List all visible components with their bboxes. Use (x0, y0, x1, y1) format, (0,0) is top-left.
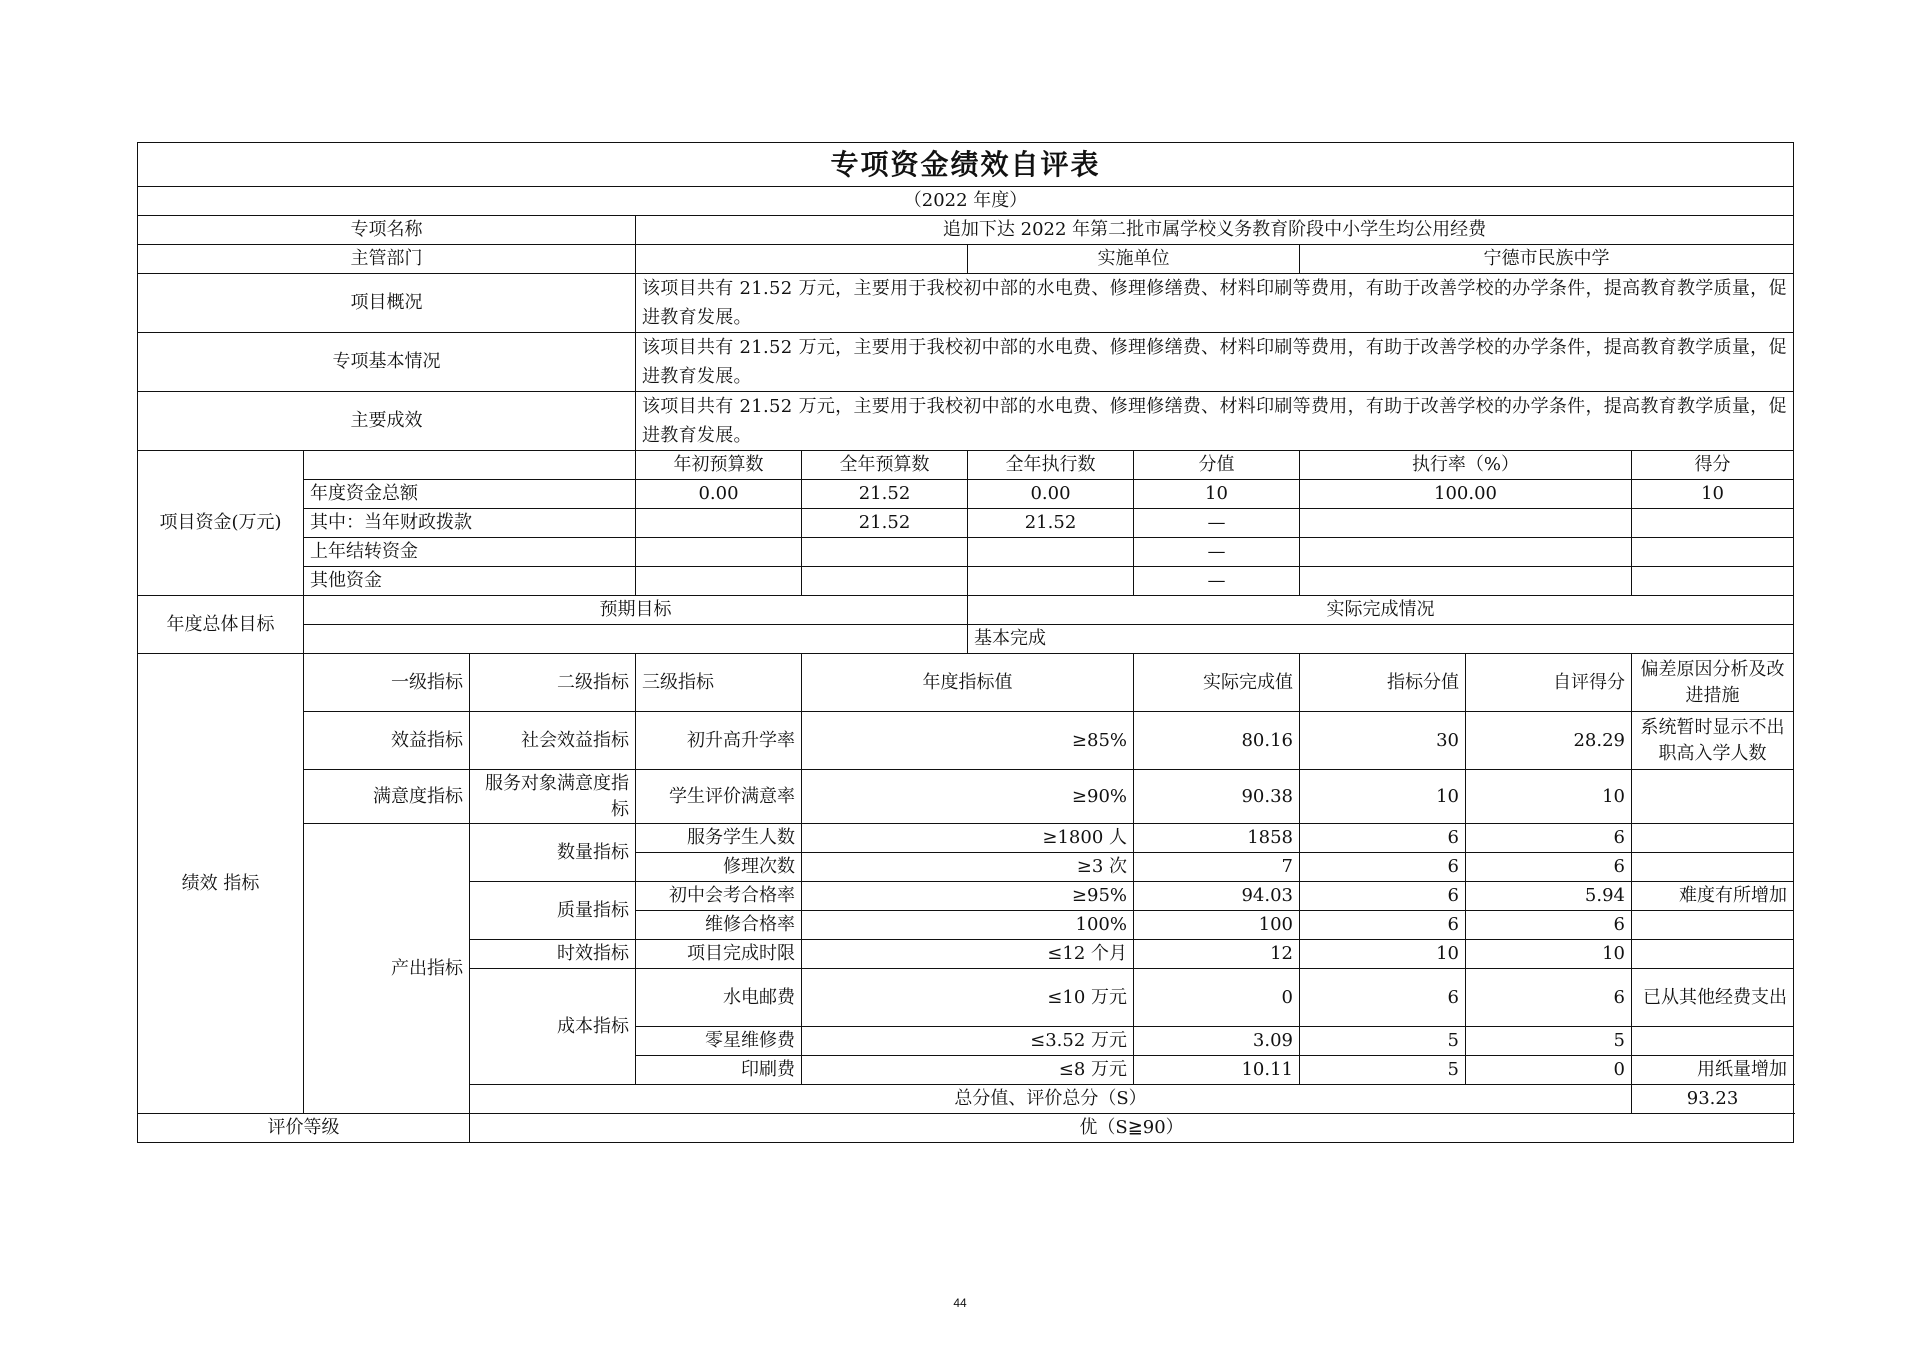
funds-header: 得分 (1632, 451, 1794, 480)
table-row (138, 509, 1794, 538)
funds-cell (1632, 538, 1794, 567)
level3-indicator: 初中会考合格率 (636, 882, 802, 911)
funds-cell: 0.00 (968, 480, 1134, 509)
target-value: ≥90% (802, 770, 1134, 824)
indicator-score: 6 (1300, 824, 1466, 853)
table-row (138, 567, 1794, 596)
self-score: 6 (1466, 824, 1632, 853)
funds-cell: 21.52 (802, 480, 968, 509)
funds-cell (1632, 567, 1794, 596)
funds-cell: 10 (1134, 480, 1300, 509)
overview-label: 项目概况 (138, 274, 636, 333)
target-value: ≥1800 人 (802, 824, 1134, 853)
funds-row-name: 年度资金总额 (304, 480, 636, 509)
level3-indicator: 初升高升学率 (636, 712, 802, 770)
self-score: 6 (1466, 911, 1632, 940)
level2-indicator: 质量指标 (470, 882, 636, 940)
table-row (138, 824, 1794, 853)
funds-cell (802, 567, 968, 596)
target-value: ≥95% (802, 882, 1134, 911)
page-number: 44 (953, 1296, 967, 1310)
level3-indicator: 维修合格率 (636, 911, 802, 940)
target-value: 100% (802, 911, 1134, 940)
funds-cell: 100.00 (1300, 480, 1632, 509)
level2-indicator: 成本指标 (470, 969, 636, 1085)
funds-cell (1300, 567, 1632, 596)
indicator-score: 6 (1300, 969, 1466, 1027)
deviation-reason (1632, 824, 1794, 853)
basic-info-text: 该项目共有 21.52 万元，主要用于我校初中部的水电费、修理修缮费、材料印刷等费用，有助于改善学校的办学条件，提高教育教学质量，促进教育发展。 (636, 333, 1794, 392)
target-value: ≥85% (802, 712, 1134, 770)
indicator-score: 10 (1300, 770, 1466, 824)
funds-cell (636, 538, 802, 567)
funds-cell (968, 538, 1134, 567)
deviation-reason (1632, 853, 1794, 882)
performance-table (137, 142, 1794, 1143)
indicator-score: 5 (1300, 1027, 1466, 1056)
indicator-score: 10 (1300, 940, 1466, 969)
funds-header: 年初预算数 (636, 451, 802, 480)
level2-indicator: 社会效益指标 (470, 712, 636, 770)
indicator-header: 一级指标 (304, 654, 470, 712)
grade-label: 评价等级 (138, 1114, 470, 1143)
indicator-score: 6 (1300, 882, 1466, 911)
actual-completion-value: 基本完成 (968, 625, 1794, 654)
indicator-header: 实际完成值 (1134, 654, 1300, 712)
level3-indicator: 项目完成时限 (636, 940, 802, 969)
project-name-value: 追加下达 2022 年第二批市属学校义务教育阶段中小学生均公用经费 (636, 216, 1794, 245)
level2-indicator: 服务对象满意度指标 (470, 770, 636, 824)
level3-indicator: 学生评价满意率 (636, 770, 802, 824)
main-effect-label: 主要成效 (138, 392, 636, 451)
target-value: ≤12 个月 (802, 940, 1134, 969)
level1-indicator: 效益指标 (304, 712, 470, 770)
performance-label: 绩效 指标 (138, 654, 304, 1114)
funds-cell (802, 538, 968, 567)
dept-label: 主管部门 (138, 245, 636, 274)
self-score: 10 (1466, 770, 1632, 824)
actual-value: 100 (1134, 911, 1300, 940)
table-row (138, 538, 1794, 567)
basic-info-label: 专项基本情况 (138, 333, 636, 392)
deviation-reason: 用纸量增加 (1632, 1056, 1794, 1085)
target-value: ≥3 次 (802, 853, 1134, 882)
indicator-score: 30 (1300, 712, 1466, 770)
funds-cell (968, 567, 1134, 596)
level3-indicator: 修理次数 (636, 853, 802, 882)
funds-row-name: 上年结转资金 (304, 538, 636, 567)
level2-indicator: 时效指标 (470, 940, 636, 969)
funds-cell (1300, 509, 1632, 538)
overview-text: 该项目共有 21.52 万元，主要用于我校初中部的水电费、修理修缮费、材料印刷等费用，有助于改善学校的办学条件，提高教育教学质量，促进教育发展。 (636, 274, 1794, 333)
actual-completion-label: 实际完成情况 (968, 596, 1794, 625)
actual-value: 10.11 (1134, 1056, 1300, 1085)
level1-indicator: 产出指标 (304, 824, 470, 1114)
self-score: 5.94 (1466, 882, 1632, 911)
indicator-score: 6 (1300, 911, 1466, 940)
deviation-reason (1632, 940, 1794, 969)
self-score: 28.29 (1466, 712, 1632, 770)
actual-value: 80.16 (1134, 712, 1300, 770)
deviation-reason (1632, 911, 1794, 940)
funds-row-name: 其中：当年财政拨款 (304, 509, 636, 538)
level3-indicator: 印刷费 (636, 1056, 802, 1085)
actual-value: 3.09 (1134, 1027, 1300, 1056)
table-row (138, 480, 1794, 509)
deviation-reason: 已从其他经费支出 (1632, 969, 1794, 1027)
indicator-header: 三级指标 (636, 654, 802, 712)
indicator-score: 6 (1300, 853, 1466, 882)
level1-indicator: 满意度指标 (304, 770, 470, 824)
funds-corner (304, 451, 636, 480)
target-value: ≤10 万元 (802, 969, 1134, 1027)
grade-value: 优（S≧90） (470, 1114, 1794, 1143)
actual-value: 0 (1134, 969, 1300, 1027)
level3-indicator: 水电邮费 (636, 969, 802, 1027)
main-effect-text: 该项目共有 21.52 万元，主要用于我校初中部的水电费、修理修缮费、材料印刷等费用，有助于改善学校的办学条件，提高教育教学质量，促进教育发展。 (636, 392, 1794, 451)
total-score-value: 93.23 (1632, 1085, 1794, 1114)
deviation-reason: 难度有所增加 (1632, 882, 1794, 911)
actual-value: 1858 (1134, 824, 1300, 853)
self-score: 6 (1466, 853, 1632, 882)
funds-row-name: 其他资金 (304, 567, 636, 596)
actual-value: 94.03 (1134, 882, 1300, 911)
funds-cell (636, 567, 802, 596)
funds-cell: — (1134, 509, 1300, 538)
funds-cell: — (1134, 538, 1300, 567)
funds-header: 执行率（%） (1300, 451, 1632, 480)
project-name-label: 专项名称 (138, 216, 636, 245)
dept-value (636, 245, 968, 274)
table-row (138, 712, 1794, 770)
level2-indicator: 数量指标 (470, 824, 636, 882)
target-value: ≤3.52 万元 (802, 1027, 1134, 1056)
funds-cell: 21.52 (802, 509, 968, 538)
actual-value: 90.38 (1134, 770, 1300, 824)
funds-header: 全年执行数 (968, 451, 1134, 480)
expected-goal-label: 预期目标 (304, 596, 968, 625)
deviation-reason: 系统暂时显示不出职高入学人数 (1632, 712, 1794, 770)
funds-cell (636, 509, 802, 538)
funds-cell (1632, 509, 1794, 538)
funds-header: 分值 (1134, 451, 1300, 480)
indicator-header: 自评得分 (1466, 654, 1632, 712)
funds-cell: 21.52 (968, 509, 1134, 538)
annual-goal-label: 年度总体目标 (138, 596, 304, 654)
level3-indicator: 服务学生人数 (636, 824, 802, 853)
actual-value: 12 (1134, 940, 1300, 969)
indicator-header: 二级指标 (470, 654, 636, 712)
deviation-reason (1632, 1027, 1794, 1056)
self-score: 5 (1466, 1027, 1632, 1056)
year-label: （2022 年度） (138, 187, 1794, 216)
funds-cell: — (1134, 567, 1300, 596)
funds-header: 全年预算数 (802, 451, 968, 480)
funds-cell: 0.00 (636, 480, 802, 509)
indicator-header: 指标分值 (1300, 654, 1466, 712)
funds-cell (1300, 538, 1632, 567)
indicator-header: 年度指标值 (802, 654, 1134, 712)
indicator-score: 5 (1300, 1056, 1466, 1085)
self-score: 6 (1466, 969, 1632, 1027)
funds-cell: 10 (1632, 480, 1794, 509)
total-score-label: 总分值、评价总分（S） (470, 1085, 1632, 1114)
target-value: ≤8 万元 (802, 1056, 1134, 1085)
self-score: 0 (1466, 1056, 1632, 1085)
implementing-unit-value: 宁德市民族中学 (1300, 245, 1794, 274)
funds-label: 项目资金(万元) (138, 451, 304, 596)
indicator-header: 偏差原因分析及改进措施 (1632, 654, 1794, 712)
deviation-reason (1632, 770, 1794, 824)
level3-indicator: 零星维修费 (636, 1027, 802, 1056)
table-row (138, 770, 1794, 824)
self-score: 10 (1466, 940, 1632, 969)
actual-value: 7 (1134, 853, 1300, 882)
table-title: 专项资金绩效自评表 (138, 143, 1794, 187)
implementing-unit-label: 实施单位 (968, 245, 1300, 274)
expected-goal-value (304, 625, 968, 654)
